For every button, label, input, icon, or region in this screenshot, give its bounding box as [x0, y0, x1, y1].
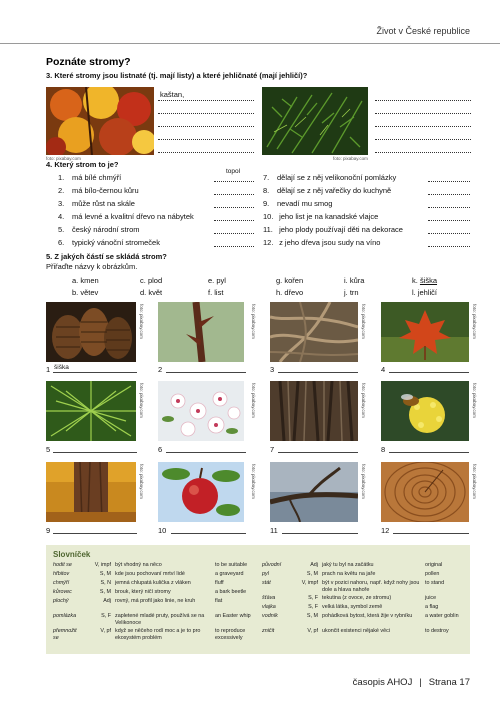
- header-divider: [0, 43, 500, 44]
- part-option: d. květ: [140, 288, 163, 297]
- image-label-number: 3: [270, 365, 275, 374]
- part-option: c. plod: [140, 276, 163, 285]
- vocab-entry: vodník S, M pohádková bytost, která žije v rybníku a water goblin: [262, 613, 459, 619]
- answer-line[interactable]: [158, 100, 254, 101]
- answer-line[interactable]: [393, 533, 469, 534]
- answer-line[interactable]: [214, 207, 254, 208]
- wood-rings-photo: [381, 462, 469, 522]
- tree-clue-item: 9. nevadí mu smog: [263, 199, 333, 208]
- vocab-entry: původní Adj jaký tu byl na začátku original: [262, 562, 443, 568]
- page-footer: [353, 677, 470, 688]
- apple-photo: [158, 462, 244, 522]
- vocab-entry: zničit V, pf ukončit existenci nějaké věci to destroy: [262, 628, 449, 634]
- answer-line[interactable]: [278, 372, 358, 373]
- answer-line[interactable]: [166, 372, 246, 373]
- tree-clue-item: 11. jeho plody používají děti na dekorace: [263, 225, 403, 234]
- answer-line[interactable]: [282, 533, 358, 534]
- answer-line[interactable]: [53, 452, 137, 453]
- answer-line[interactable]: [214, 220, 254, 221]
- part-option: e. pyl: [208, 276, 226, 285]
- handwritten-answer: šiška: [54, 364, 69, 371]
- image-label-number: 2: [158, 365, 163, 374]
- page-header-title: Život v České republice: [376, 26, 470, 36]
- part-option: a. kmen: [72, 276, 99, 285]
- bark-photo: [270, 381, 358, 441]
- photo-credit: foto: pixabay.com: [251, 304, 256, 339]
- tree-clue-item: 6. typický vánoční stromeček: [58, 238, 160, 247]
- photo-credit: foto: pixabay.com: [46, 156, 81, 161]
- tree-clue-item: 10. jeho list je na kanadské vlajce: [263, 212, 379, 221]
- answer-line[interactable]: [428, 246, 470, 247]
- image-label-number: 8: [381, 445, 386, 454]
- answer-line[interactable]: [214, 194, 254, 195]
- image-label-number: 6: [158, 445, 163, 454]
- question-4: 4. Který strom to je?: [46, 160, 119, 169]
- handwritten-answer: topol: [226, 168, 241, 175]
- part-option: i. kůra: [344, 276, 365, 285]
- tree-clue-item: 5. český národní strom: [58, 225, 140, 234]
- question-3: 3. Které stromy jsou listnaté (tj. mají listy) a které jehličnaté (mají jehličí)?: [46, 71, 308, 80]
- tree-clue-item: 4. má levné a kvalitní dřevo na nábytek: [58, 212, 194, 221]
- image-label-number: 1: [46, 365, 51, 374]
- answer-line[interactable]: [428, 194, 470, 195]
- handwritten-answer: kaštan,: [160, 90, 185, 99]
- image-label-number: 11: [270, 526, 278, 535]
- autumn-leaves-photo: [46, 87, 154, 155]
- answer-line[interactable]: [375, 139, 471, 140]
- vocab-entry: plochý Adj rovný, má profil jako linie, ne kruh flat: [53, 598, 223, 604]
- page-number: Strana 17: [428, 677, 470, 688]
- spruce-needles-photo: [262, 87, 368, 155]
- tree-clue-item: 7. dělají se z něj velikonoční pomlázky: [263, 173, 397, 182]
- answer-line[interactable]: [375, 126, 471, 127]
- photo-credit: foto: pixabay.com: [251, 383, 256, 418]
- image-label-number: 5: [46, 445, 51, 454]
- vocab-entry: stát V, impf být v pozici nahoru, např. když nohy jsou dole a hlava nahoře to stand: [262, 580, 445, 593]
- tree-clue-item: 8. dělají se z něj vařečky do kuchyně: [263, 186, 392, 195]
- maple-leaf-photo: [381, 302, 469, 362]
- part-option: j. trn: [344, 288, 359, 297]
- answer-line[interactable]: [214, 246, 254, 247]
- image-label-number: 12: [381, 526, 390, 535]
- tree-clue-item: 3. může růst na skále: [58, 199, 135, 208]
- answer-line[interactable]: [158, 152, 254, 153]
- answer-line[interactable]: [214, 181, 254, 182]
- vocab-entry: pomlázka S, F zapletené mladé pruty, používá se na Velikonoce an Easter whip: [53, 613, 251, 626]
- tree-clue-item: 2. má bílo-černou kůru: [58, 186, 139, 195]
- thorn-branch-photo: [158, 302, 244, 362]
- answer-line[interactable]: [389, 452, 469, 453]
- answer-line[interactable]: [214, 233, 254, 234]
- part-option: b. větev: [72, 288, 99, 297]
- answer-line[interactable]: [389, 372, 469, 373]
- vocab-entry: chmýří S, N jemná chlupatá kulička z vláken fluff: [53, 580, 224, 586]
- trunk-photo: [46, 462, 136, 522]
- answer-line[interactable]: [428, 220, 470, 221]
- answer-line[interactable]: [53, 372, 137, 373]
- needles-photo: [46, 381, 136, 441]
- answer-line[interactable]: [166, 452, 246, 453]
- answer-line[interactable]: [428, 181, 470, 182]
- photo-credit: foto: pixabay.com: [139, 383, 144, 418]
- vocab-entry: šťáva S, F tekutina (z ovoce, ze stromu) juice: [262, 595, 437, 601]
- tree-clue-item: 1. má bílé chmýří: [58, 173, 122, 182]
- image-label-number: 10: [158, 526, 167, 535]
- vocabulary-box: [46, 545, 470, 654]
- answer-line[interactable]: [375, 113, 471, 114]
- photo-credit: foto: pixabay.com: [472, 383, 477, 418]
- branch-photo: [270, 462, 358, 522]
- part-option: f. list: [208, 288, 224, 297]
- photo-credit: foto: pixabay.com: [139, 304, 144, 339]
- vocab-entry: přemnožit se V, pf když se něčeho rodí moc a je to pro ekosystém problém to reproduce excessively: [53, 628, 246, 641]
- part-option: h. dřevo: [276, 288, 304, 297]
- part-option: g. kořen: [276, 276, 304, 285]
- photo-credit: foto: pixabay.com: [361, 464, 366, 499]
- photo-credit: foto: pixabay.com: [361, 304, 366, 339]
- footer-separator: |: [419, 677, 422, 688]
- answer-line[interactable]: [158, 113, 254, 114]
- vocab-entry: pyl S, M prach na květu na jaře pollen: [262, 571, 440, 577]
- roots-photo: [270, 302, 358, 362]
- vocab-entry: vlajka S, F velká látka, symbol země a flag: [262, 604, 439, 610]
- magazine-name: časopis AHOJ: [352, 677, 413, 688]
- image-label-number: 4: [381, 365, 386, 374]
- photo-credit: foto: pixabay.com: [472, 464, 477, 499]
- blossom-photo: [158, 381, 244, 441]
- tree-clue-item: 12. z jeho dřeva jsou sudy na víno: [263, 238, 381, 247]
- photo-credit: foto: pixabay.com: [361, 383, 366, 418]
- image-label-number: 7: [270, 445, 275, 454]
- vocab-entry: hodit se V, impf být vhodný na něco to be suitable: [53, 562, 248, 568]
- image-label-number: 9: [46, 526, 51, 535]
- photo-credit: foto: pixabay.com: [251, 464, 256, 499]
- answer-line[interactable]: [53, 533, 137, 534]
- answer-line[interactable]: [278, 452, 358, 453]
- part-option: l. jehličí: [412, 288, 438, 297]
- photo-credit: foto: pixabay.com: [139, 464, 144, 499]
- part-option: k. šiška: [412, 276, 438, 285]
- answer-line[interactable]: [428, 207, 470, 208]
- photo-credit: foto: pixabay.com: [472, 304, 477, 339]
- pollen-bee-photo: [381, 381, 469, 441]
- answer-line[interactable]: [428, 233, 470, 234]
- photo-credit: foto: pixabay.com: [333, 156, 368, 161]
- answer-line[interactable]: [158, 139, 254, 140]
- answer-line[interactable]: [171, 533, 246, 534]
- answer-line[interactable]: [158, 126, 254, 127]
- section-title: Poznáte stromy?: [46, 56, 131, 68]
- vocab-entry: hřbitov S, M kde jsou pochovaní mrtví lidé a graveyard: [53, 571, 244, 577]
- vocab-entry: kůrovec S, M brouk, který ničí stromy a bark beetle: [53, 589, 247, 595]
- question-5: 5. Z jakých částí se skládá strom?: [46, 252, 167, 261]
- vocabulary-title: Slovníček: [53, 550, 91, 559]
- answer-line[interactable]: [375, 100, 471, 101]
- answer-line[interactable]: [375, 152, 471, 153]
- question-5-instruction: Přiřaďte názvy k obrázkům.: [46, 262, 138, 271]
- pine-cones-photo: [46, 302, 136, 362]
